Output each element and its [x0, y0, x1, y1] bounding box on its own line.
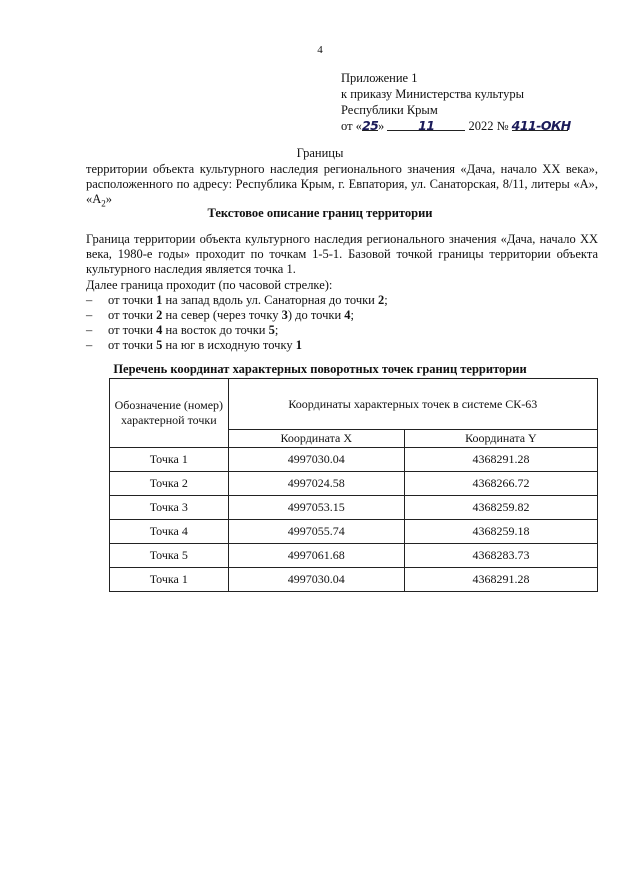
description-heading: Текстовое описание границ территории [207, 206, 433, 220]
route-item [86, 323, 388, 338]
header-y: Координата Y [404, 430, 597, 448]
description-paragraph: Граница территории объекта культурного наследия регионального значения «Дача, начало XX века, 1980-е годы» проходит по точкам 1-5-1. Базовой точкой границы территории объекта культурного наследия является точка 1. [86, 232, 598, 276]
cell-x: 4997024.58 [228, 472, 404, 496]
route-text: от точки [108, 323, 157, 337]
route-text: от точки [108, 338, 157, 352]
appendix-republic: Республики Крым [341, 103, 438, 117]
date-day: 25 [361, 118, 379, 133]
route-point: 5 [268, 323, 275, 337]
cell-y: 4368291.28 [404, 448, 597, 472]
appendix-title: Приложение 1 [341, 71, 418, 85]
table-row [110, 448, 598, 472]
dash: – [86, 308, 93, 322]
header-coords: Координаты характерных точек в системе СК-63 [228, 379, 597, 430]
cell-point: Точка 3 [110, 496, 229, 520]
cell-point: Точка 2 [110, 472, 229, 496]
dash: – [86, 338, 93, 352]
route-point: 5 [156, 338, 163, 352]
cell-point: Точка 5 [110, 544, 229, 568]
cell-y: 4368291.28 [404, 568, 597, 592]
cell-x: 4997055.74 [228, 520, 404, 544]
section-title: Границы [296, 146, 344, 160]
header-point: Обозначение (номер) характерной точки [110, 379, 229, 448]
cell-y: 4368283.73 [404, 544, 597, 568]
page-number: 4 [317, 44, 323, 56]
cell-x: 4997030.04 [228, 448, 404, 472]
cell-point: Точка 1 [110, 568, 229, 592]
route-point: 2 [378, 293, 385, 307]
route-text: на запад вдоль ул. Санаторная до точки [162, 293, 378, 307]
route-point: 4 [156, 323, 163, 337]
route-text: на север (через точку [162, 308, 282, 322]
cell-x: 4997030.04 [228, 568, 404, 592]
cell-y: 4368266.72 [404, 472, 597, 496]
route-text: на восток до точки [162, 323, 269, 337]
route-text: на юг в исходную точку [162, 338, 296, 352]
cell-point: Точка 1 [110, 448, 229, 472]
route-text: от точки [108, 293, 157, 307]
route-point: 3 [281, 308, 288, 322]
subject-end: » [105, 192, 113, 206]
header-x: Координата X [228, 430, 404, 448]
route-point: 4 [344, 308, 351, 322]
route-text: ) до точки [287, 308, 345, 322]
number-sign: № [496, 119, 509, 133]
route-item [86, 293, 388, 308]
dash: – [86, 293, 93, 307]
route-point: 1 [156, 293, 163, 307]
appendix-order: к приказу Министерства культуры [341, 87, 524, 101]
date-prefix: от « [341, 119, 362, 133]
route-item [86, 308, 388, 323]
coordinates-table [109, 378, 598, 592]
table-row [110, 520, 598, 544]
table-row [110, 472, 598, 496]
cell-x: 4997053.15 [228, 496, 404, 520]
route-list [86, 293, 388, 353]
appendix-date-line [341, 118, 571, 134]
route-text: ; [384, 293, 388, 307]
table-row [110, 544, 598, 568]
cell-x: 4997061.68 [228, 544, 404, 568]
route-text: ; [350, 308, 355, 322]
table-row [110, 568, 598, 592]
route-point: 2 [156, 308, 163, 322]
date-month: 11 [387, 118, 465, 131]
cell-point: Точка 4 [110, 520, 229, 544]
date-year: 2022 [468, 119, 494, 133]
subject-text: территории объекта культурного наследия регионального значения «Дача, начало XX века», расположенного по адресу: Республика Крым, г. Евпатория, ул. Санаторская, 8/11, литеры «А», «А [86, 162, 598, 206]
dash: – [86, 323, 93, 337]
subject-subscript: 2 [101, 198, 106, 209]
subject-paragraph [86, 162, 598, 212]
cell-y: 4368259.18 [404, 520, 597, 544]
route-intro: Далее граница проходит (по часовой стрелке): [86, 278, 333, 292]
route-text: от точки [108, 308, 157, 322]
appendix-block [341, 70, 571, 134]
route-text: ; [274, 323, 279, 337]
route-point: 1 [295, 338, 302, 352]
order-number: 411-ОКН [511, 118, 571, 133]
date-mid: » [377, 119, 385, 133]
table-title: Перечень координат характерных поворотных точек границ территории [113, 362, 527, 376]
table-row [110, 496, 598, 520]
cell-y: 4368259.82 [404, 496, 597, 520]
route-item [86, 338, 388, 353]
